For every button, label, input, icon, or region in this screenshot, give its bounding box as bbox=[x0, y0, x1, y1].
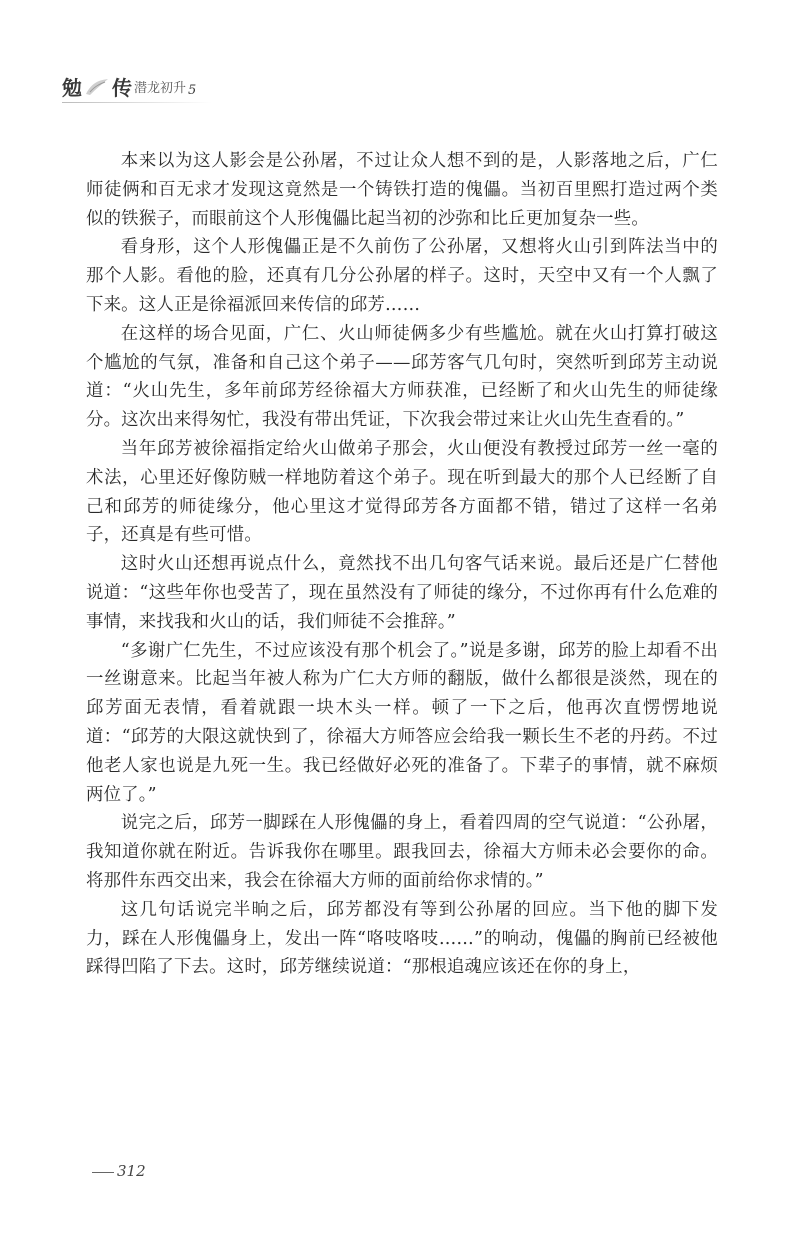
brush-ornament-icon bbox=[84, 76, 110, 98]
body-text bbox=[86, 147, 718, 982]
header-volume-number: 5 bbox=[188, 83, 197, 98]
page-number-dash bbox=[92, 1172, 114, 1173]
header-title-char-2: 传 bbox=[112, 76, 132, 100]
paragraph: 这几句话说完半晌之后，邱芳都没有等到公孙屠的回应。当下他的脚下发力，踩在人形傀儡身上，发出一阵“咯吱咯吱……”的响动，傀儡的胸前已经被他踩得凹陷了下去。这时，邱芳继续说道：“那根追魂应该还在你的身上， bbox=[86, 899, 718, 978]
page-number-value: 312 bbox=[117, 1162, 146, 1180]
header-divider bbox=[62, 102, 212, 103]
header-subtitle: 潜龙初升 bbox=[134, 81, 187, 96]
paragraph: “多谢广仁先生，不过应该没有那个机会了。”说是多谢，邱芳的脸上却看不出一丝谢意来。比起当年被人称为广仁大方师的翻版，做什么都很是淡然，现在的邱芳面无表情，看着就跟一块木头一样。顿了一下之后，他再次直愣愣地说道：“邱芳的大限这就快到了，徐福大方师答应会给我一颗长生不老的丹药。不过他老人家也说是九死一生。我已经做好必死的准备了。下辈子的事情，就不麻烦两位了。” bbox=[86, 640, 718, 805]
paragraph: 说完之后，邱芳一脚踩在人形傀儡的身上，看着四周的空气说道：“公孙屠，我知道你就在附近。告诉我你在哪里。跟我回去，徐福大方师未必会要你的命。将那件东西交出来，我会在徐福大方师的面前给你求情的。” bbox=[86, 813, 718, 891]
header-title-char-1: 勉 bbox=[62, 76, 82, 100]
paragraph: 当年邱芳被徐福指定给火山做弟子那会，火山便没有教授过邱芳一丝一毫的术法，心里还好像防贼一样地防着这个弟子。现在听到最大的那个人已经断了自己和邱芳的师徒缘分，他心里这才觉得邱芳各方面都不错，错过了这样一名弟子，还真是有些可惜。 bbox=[86, 438, 718, 546]
page-number bbox=[92, 1162, 146, 1180]
paragraph: 这时火山还想再说点什么，竟然找不出几句客气话来说。最后还是广仁替他说道：“这些年你也受苦了，现在虽然没有了师徒的缘分，不过你再有什么危难的事情，来找我和火山的话，我们师徒不会推辞。” bbox=[86, 554, 718, 632]
paragraph: 看身形，这个人形傀儡正是不久前伤了公孙屠，又想将火山引到阵法当中的那个人影。看他的脸，还真有几分公孙屠的样子。这时，天空中又有一个人飘了下来。这人正是徐福派回来传信的邱芳…… bbox=[86, 237, 718, 315]
running-header bbox=[62, 62, 196, 98]
paragraph: 在这样的场合见面，广仁、火山师徒俩多少有些尴尬。就在火山打算打破这个尴尬的气氛，准备和自己这个弟子——邱芳客气几句时，突然听到邱芳主动说道：“火山先生，多年前邱芳经徐福大方师获准，已经断了和火山先生的师徒缘分。这次出来得匆忙，我没有带出凭证，下次我会带过来让火山先生查看的。” bbox=[86, 323, 718, 431]
paragraph: 本来以为这人影会是公孙屠，不过让众人想不到的是，人影落地之后，广仁师徒俩和百无求才发现这竟然是一个铸铁打造的傀儡。当初百里熙打造过两个类似的铁猴子，而眼前这个人形傀儡比起当初的沙弥和比丘更加复杂一些。 bbox=[86, 151, 718, 229]
